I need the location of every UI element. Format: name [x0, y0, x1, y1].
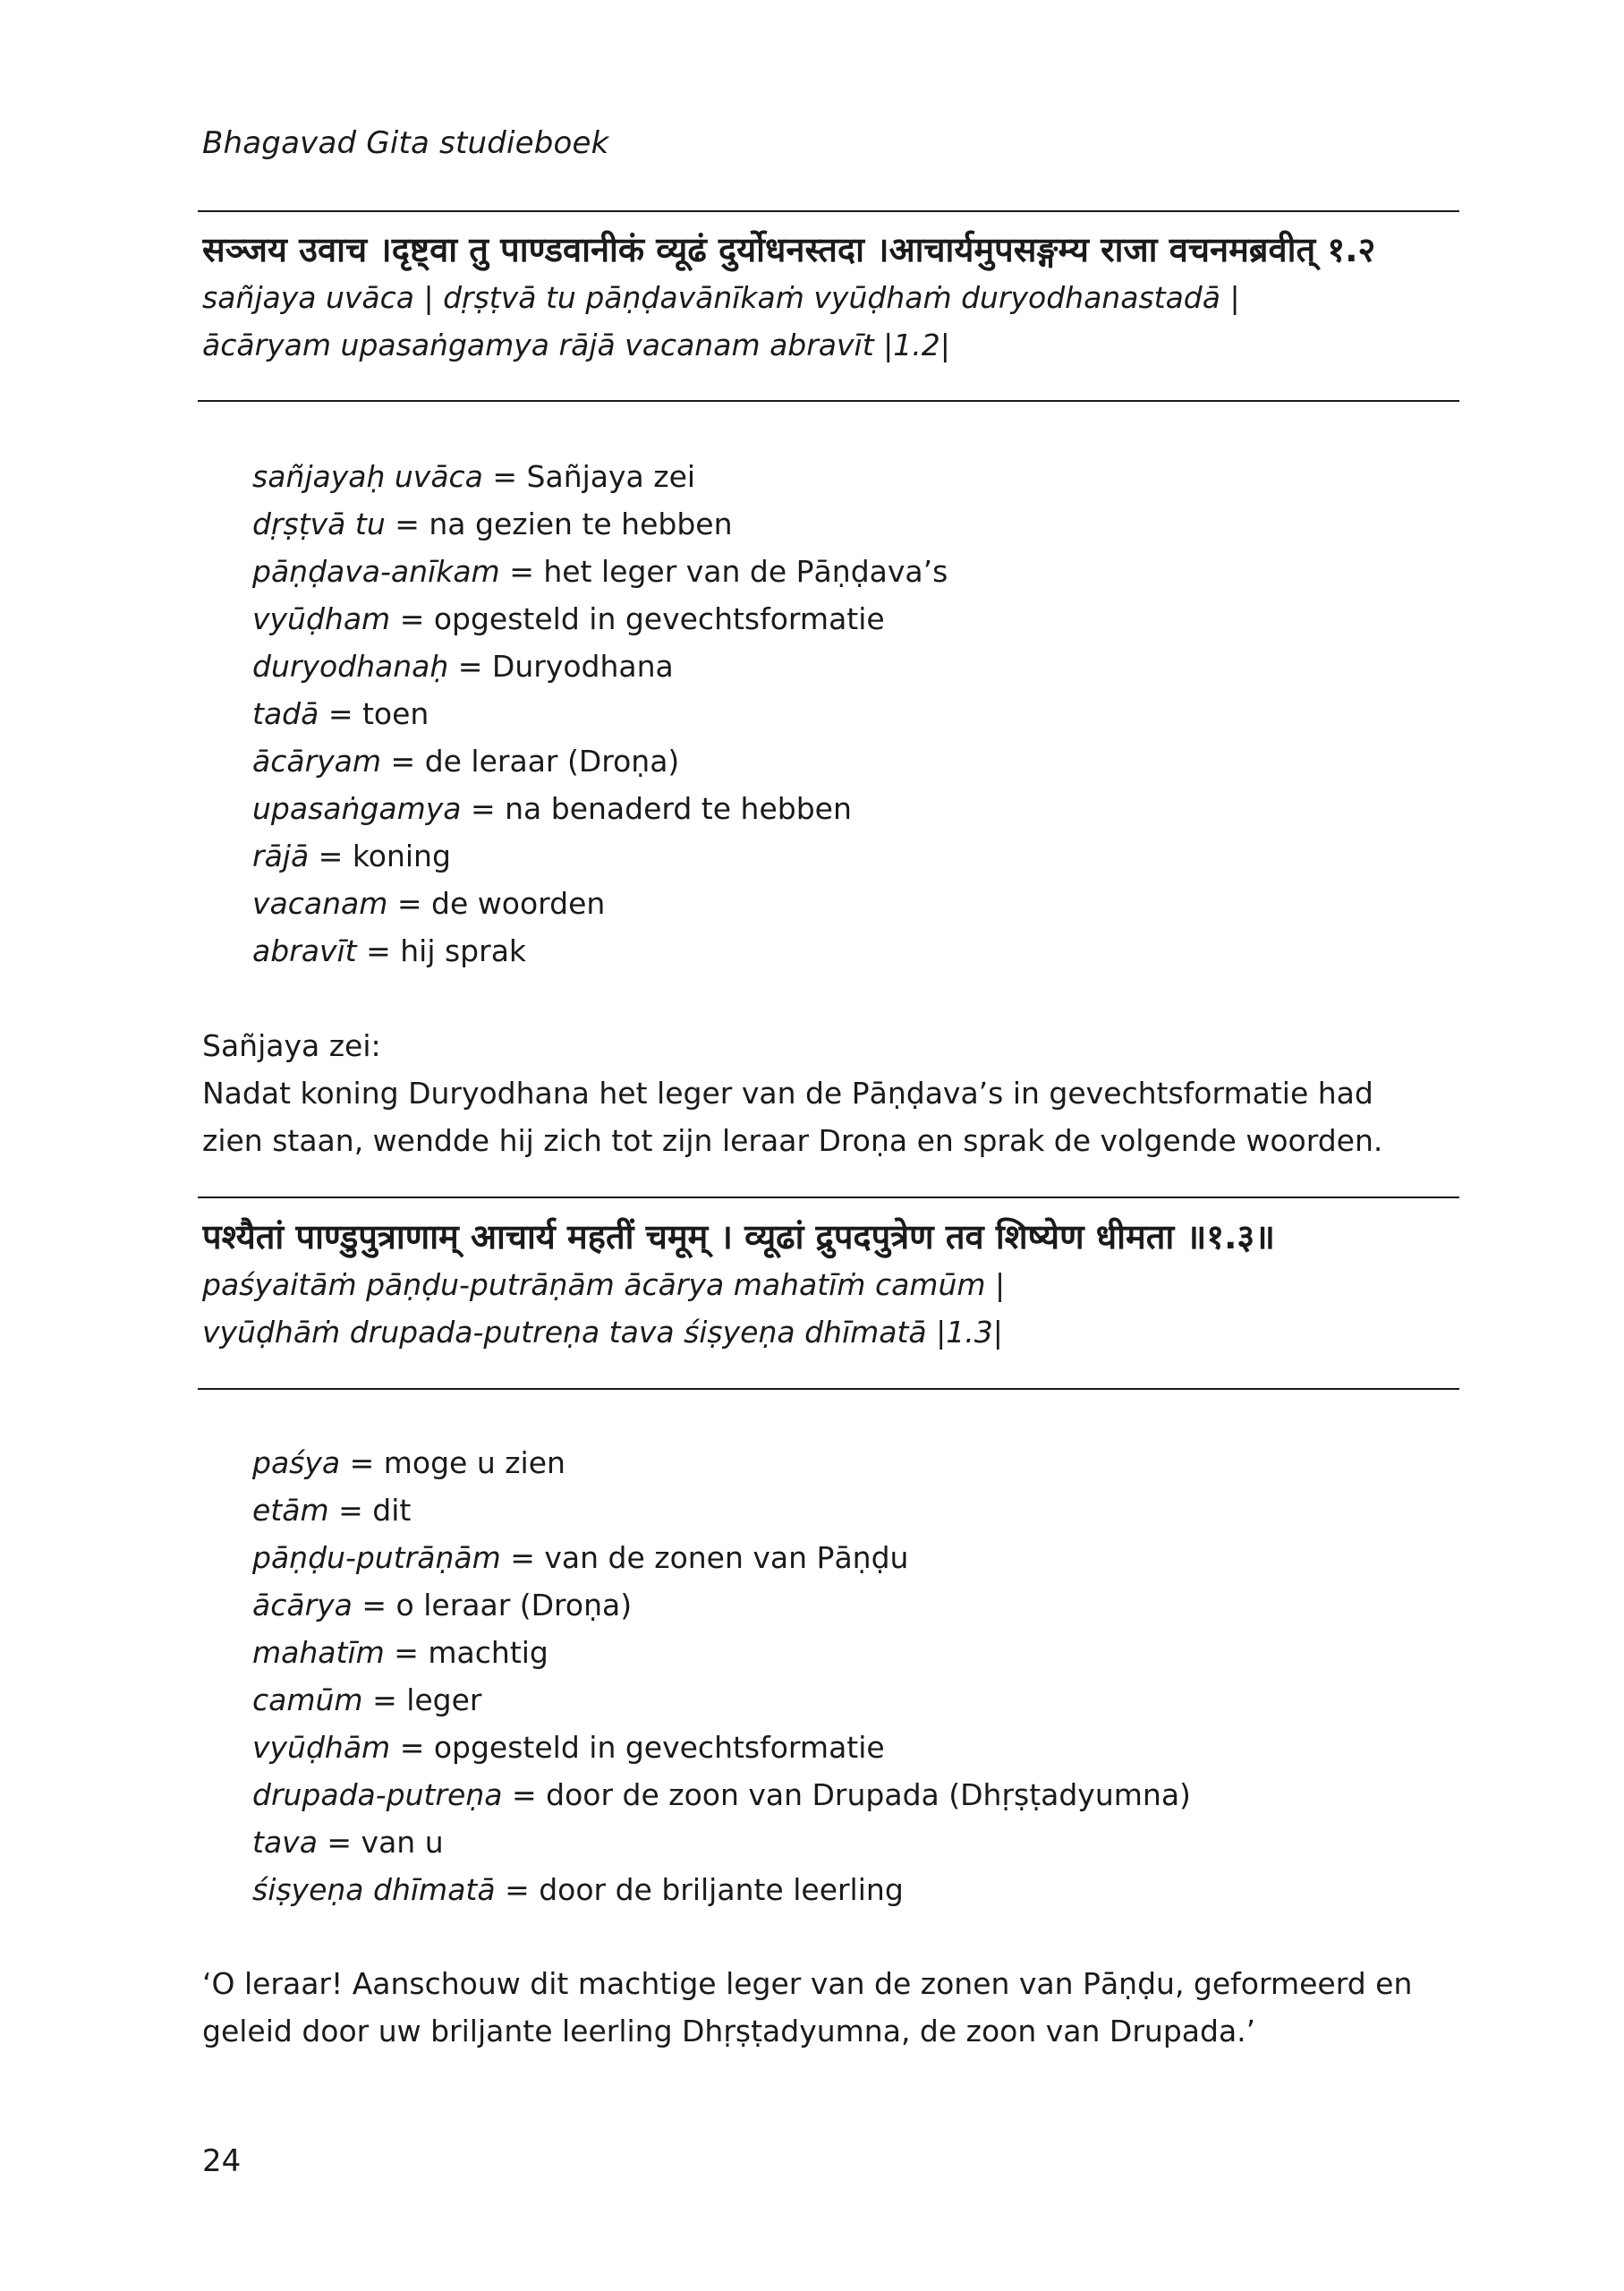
glossary-entry: camūm = leger — [252, 1682, 482, 1717]
glossary-entry: pāṇḍu-putrāṇām = van de zonen van Pāṇḍu — [252, 1540, 909, 1575]
devanagari-verse: पश्यैतां पाण्डुपुत्राणाम् आचार्य महतीं चमूम् । व्यूढां द्रुपदपुत्रेण तव शिष्येण धीमता ॥१.३॥ — [202, 1217, 1275, 1256]
glossary-entry: ācāryam = de leraar (Droṇa) — [252, 744, 680, 779]
transliteration-line: ācāryam upasaṅgamya rājā vacanam abravīt |1.2| — [202, 328, 950, 362]
glossary-entry: rājā = koning — [252, 839, 451, 873]
glossary-entry: mahatīm = machtig — [252, 1635, 548, 1670]
verse-header-1-2 — [202, 226, 1459, 369]
translation-1-2 — [202, 1022, 1473, 1164]
translation-line: Sañjaya zei: — [202, 1028, 381, 1063]
glossary-entry: tava = van u — [252, 1825, 444, 1860]
glossary-entry: pāṇḍava-anīkam = het leger van de Pāṇḍava’s — [252, 554, 948, 589]
transliteration-line: vyūḍhāṁ drupada-putreṇa tava śiṣyeṇa dhīmatā |1.3| — [202, 1315, 1003, 1350]
verse-top-rule — [198, 210, 1459, 212]
word-glossary-1-3 — [252, 1439, 1191, 1913]
glossary-entry: tadā = toen — [252, 696, 429, 731]
devanagari-verse: सञ्जय उवाच ।दृष्ट्वा तु पाण्डवानीकं व्यूढं दुर्योधनस्तदा ।आचार्यमुपसङ्गम्य राजा वचनमब्रवीत् १.२ — [202, 230, 1376, 269]
transliteration-line: paśyaitāṁ pāṇḍu-putrāṇām ācārya mahatīṁ camūm | — [202, 1267, 1006, 1302]
glossary-entry: sañjayaḥ uvāca = Sañjaya zei — [252, 459, 696, 494]
glossary-entry: drupada-putreṇa = door de zoon van Drupada (Dhṛṣṭadyumna) — [252, 1777, 1191, 1812]
word-glossary-1-2 — [252, 453, 948, 975]
transliteration-line: sañjaya uvāca | dṛṣṭvā tu pāṇḍavānīkaṁ vyūḍhaṁ duryodhanastadā | — [202, 280, 1240, 315]
page-number: 24 — [202, 2143, 242, 2179]
glossary-entry: vyūḍham = opgesteld in gevechtsformatie — [252, 601, 885, 636]
glossary-entry: ācārya = o leraar (Droṇa) — [252, 1588, 633, 1622]
running-head: Bhagavad Gita studieboek — [202, 125, 609, 161]
glossary-entry: etām = dit — [252, 1493, 412, 1528]
glossary-entry: upasaṅgamya = na benaderd te hebben — [252, 791, 852, 826]
glossary-entry: duryodhanaḥ = Duryodhana — [252, 649, 674, 684]
translation-line: Nadat koning Duryodhana het leger van de Pāṇḍava’s in gevechtsformatie had — [202, 1076, 1373, 1111]
glossary-entry: abravīt = hij sprak — [252, 933, 527, 968]
glossary-entry: śiṣyeṇa dhīmatā = door de briljante leerling — [252, 1872, 904, 1907]
verse-bottom-rule — [198, 1388, 1459, 1390]
glossary-entry: dṛṣṭvā tu = na gezien te hebben — [252, 507, 733, 541]
glossary-entry: paśya = moge u zien — [252, 1445, 565, 1480]
translation-line: ‘O leraar! Aanschouw dit machtige leger van de zonen van Pāṇḍu, geformeerd en — [202, 1966, 1413, 2001]
verse-top-rule — [198, 1197, 1459, 1198]
translation-line: zien staan, wendde hij zich tot zijn leraar Droṇa en sprak de volgende woorden. — [202, 1123, 1383, 1158]
verse-header-1-3 — [202, 1213, 1459, 1356]
verse-bottom-rule — [198, 400, 1459, 402]
translation-1-3 — [202, 1960, 1473, 2055]
translation-line: geleid door uw briljante leerling Dhṛṣṭadyumna, de zoon van Drupada.’ — [202, 2014, 1256, 2048]
glossary-entry: vacanam = de woorden — [252, 886, 606, 921]
glossary-entry: vyūḍhām = opgesteld in gevechtsformatie — [252, 1730, 885, 1765]
